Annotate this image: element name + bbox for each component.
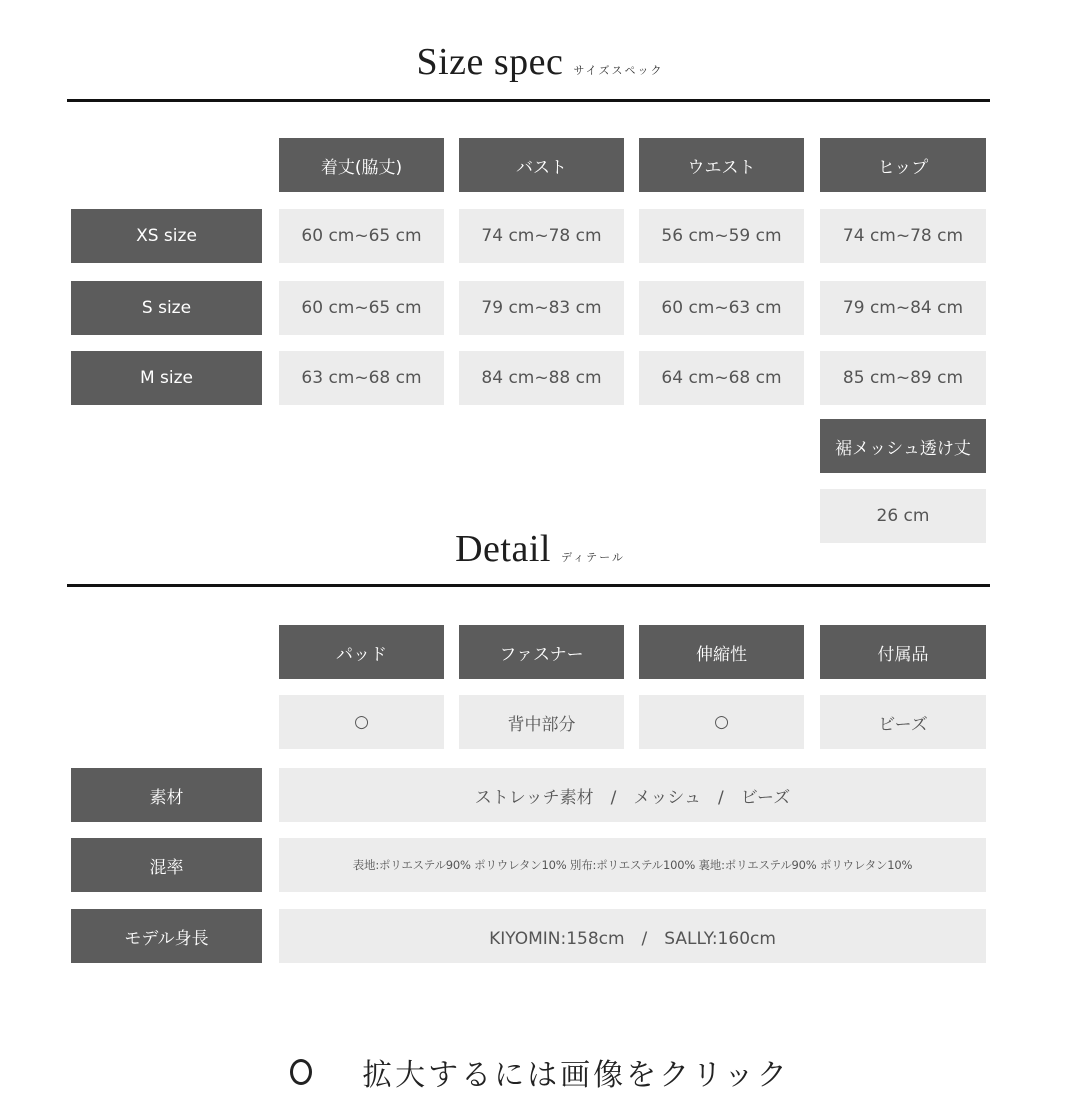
detail-divider bbox=[67, 584, 990, 587]
size-cell-mesh-length: 26 cm bbox=[820, 489, 986, 543]
size-cell: 84 cm~88 cm bbox=[459, 351, 624, 405]
detail-value-stretch: ○ bbox=[639, 695, 804, 749]
detail-row-label-material: 素材 bbox=[71, 768, 262, 822]
zoom-icon bbox=[290, 1059, 312, 1085]
size-header-length: 着丈(脇丈) bbox=[279, 138, 444, 192]
detail-row-value-composition: 表地:ポリエステル90% ポリウレタン10% 別布:ポリエステル100% 裏地:ポリエステル90% ポリウレタン10% bbox=[279, 838, 986, 892]
click-to-enlarge-text: 拡大するには画像をクリック bbox=[362, 1058, 790, 1093]
detail-header-zipper: ファスナー bbox=[459, 625, 624, 679]
detail-value-accessories: ビーズ bbox=[820, 695, 986, 749]
detail-row-value-model-height: KIYOMIN:158cm / SALLY:160cm bbox=[279, 909, 986, 963]
detail-row-label-model-height: モデル身長 bbox=[71, 909, 262, 963]
size-header-bust: バスト bbox=[459, 138, 624, 192]
detail-header-stretch: 伸縮性 bbox=[639, 625, 804, 679]
click-to-enlarge-link[interactable] bbox=[0, 1050, 1080, 1094]
size-cell: 60 cm~65 cm bbox=[279, 281, 444, 335]
size-cell: 56 cm~59 cm bbox=[639, 209, 804, 263]
detail-header-pad: パッド bbox=[279, 625, 444, 679]
detail-value-zipper: 背中部分 bbox=[459, 695, 624, 749]
size-spec-subheading: サイズスペック bbox=[573, 64, 664, 77]
size-cell: 64 cm~68 cm bbox=[639, 351, 804, 405]
size-row-label-m: M size bbox=[71, 351, 262, 405]
size-cell: 63 cm~68 cm bbox=[279, 351, 444, 405]
size-header-waist: ウエスト bbox=[639, 138, 804, 192]
size-row-label-s: S size bbox=[71, 281, 262, 335]
detail-row-label-composition: 混率 bbox=[71, 838, 262, 892]
detail-subheading: ディテール bbox=[560, 551, 625, 564]
size-cell: 79 cm~84 cm bbox=[820, 281, 986, 335]
size-cell: 60 cm~65 cm bbox=[279, 209, 444, 263]
size-row-label-xs: XS size bbox=[71, 209, 262, 263]
detail-title bbox=[0, 527, 1080, 571]
size-cell: 74 cm~78 cm bbox=[459, 209, 624, 263]
detail-row-value-material: ストレッチ素材 / メッシュ / ビーズ bbox=[279, 768, 986, 822]
size-header-mesh-length: 裾メッシュ透け丈 bbox=[820, 419, 986, 473]
size-header-hip: ヒップ bbox=[820, 138, 986, 192]
size-cell: 74 cm~78 cm bbox=[820, 209, 986, 263]
detail-heading: Detail bbox=[455, 528, 551, 570]
detail-value-pad: ○ bbox=[279, 695, 444, 749]
detail-header-accessories: 付属品 bbox=[820, 625, 986, 679]
size-spec-divider bbox=[67, 99, 990, 102]
size-cell: 85 cm~89 cm bbox=[820, 351, 986, 405]
size-spec-title bbox=[0, 40, 1080, 84]
size-cell: 79 cm~83 cm bbox=[459, 281, 624, 335]
size-spec-heading: Size spec bbox=[416, 41, 564, 83]
size-cell: 60 cm~63 cm bbox=[639, 281, 804, 335]
